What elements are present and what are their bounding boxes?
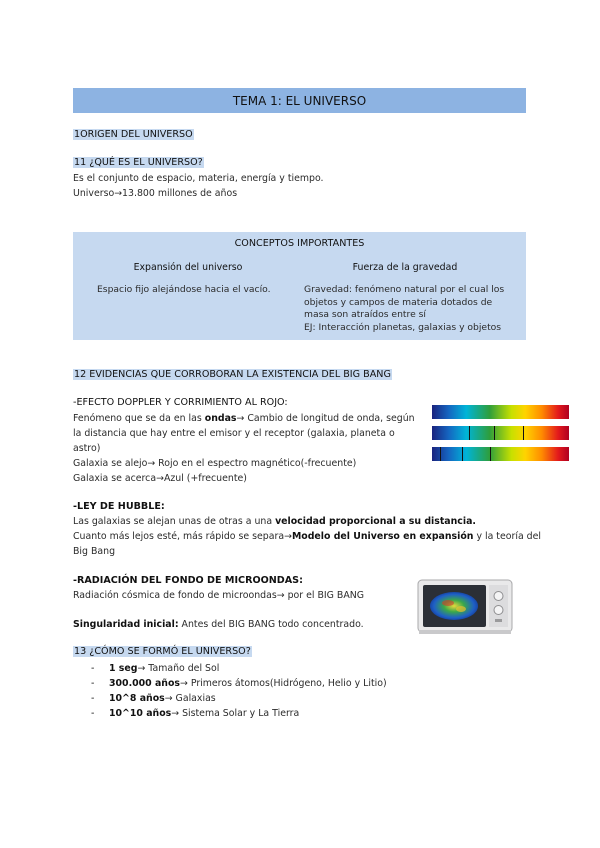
heading-evidencias	[73, 369, 392, 380]
heading-doppler: -EFECTO DOPPLER Y CORRIMIENTO AL ROJO:	[73, 397, 288, 408]
list-item: - 10^10 años→ Sistema Solar y La Tierra	[89, 706, 387, 721]
concepts-col2-line1: Gravedad: fenómeno natural por el cual los	[304, 284, 505, 295]
heading-hubble: -LEY DE HUBBLE:	[73, 501, 165, 512]
concepts-col1-text: Espacio fijo alejándose hacia el vacío.	[97, 284, 271, 295]
concepts-col2-line4: EJ: Interacción planetas, galaxias y objetos	[304, 321, 502, 333]
microwave-image	[417, 578, 513, 636]
section-heading-origen	[73, 129, 194, 140]
list-item: - 300.000 años→ Primeros átomos(Hidrógeno, Helio y Litio)	[89, 676, 387, 691]
concepts-title: CONCEPTOS IMPORTANTES	[234, 238, 365, 249]
heading-microondas: -RADIACIÓN DEL FONDO DE MICROONDAS:	[73, 575, 303, 586]
formation-timeline-list	[89, 661, 387, 721]
heading-evidencias-text: 12 EVIDENCIAS QUE CORROBORAN LA EXISTENCIA DEL BIG BANG	[74, 369, 391, 380]
hubble-line3: Big Bang	[73, 546, 116, 557]
list-item: - 10^8 años→ Galaxias	[89, 691, 387, 706]
page-title	[73, 88, 526, 113]
heading-como-se-formo	[73, 646, 252, 657]
paragraph-definition: Es el conjunto de espacio, materia, energía y tiempo.	[73, 173, 324, 184]
concepts-col1-heading: Expansión del universo	[133, 262, 243, 273]
doppler-line3: astro)	[73, 443, 101, 454]
spectrum-image-1	[432, 405, 569, 419]
spectrum-image-3	[432, 447, 569, 461]
page-title-text: TEMA 1: EL UNIVERSO	[232, 93, 367, 108]
paragraph-age: Universo→13.800 millones de años	[73, 188, 238, 199]
heading-como-se-formo-text: 13 ¿CÓMO SE FORMÓ EL UNIVERSO?	[74, 646, 251, 657]
hubble-line2: Cuanto más lejos esté, más rápido se separa→Modelo del Universo en expansión y la teoría del	[73, 531, 541, 542]
heading-que-es-universo	[73, 157, 204, 168]
hubble-line1: Las galaxias se alejan unas de otras a una velocidad proporcional a su distancia.	[73, 516, 476, 527]
spectrum-image-2	[432, 426, 569, 440]
doppler-line4: Galaxia se alejo→ Rojo en el espectro magnético(-frecuente)	[73, 458, 357, 469]
doppler-line2: la distancia que hay entre el emisor y el receptor (galaxia, planeta o	[73, 428, 395, 439]
doppler-line1: Fenómeno que se da en las ondas→ Cambio de longitud de onda, según	[73, 413, 415, 424]
heading-que-es-universo-text: 11 ¿QUÉ ES EL UNIVERSO?	[74, 157, 203, 168]
concepts-table	[73, 232, 526, 340]
concepts-col2-line2: objetos y campos de materia dotados de	[304, 296, 493, 308]
singularidad-line: Singularidad inicial: Antes del BIG BANG todo concentrado.	[73, 619, 364, 630]
microondas-line1: Radiación cósmica de fondo de microondas→ por el BIG BANG	[73, 590, 365, 601]
doppler-line5: Galaxia se acerca→Azul (+frecuente)	[73, 473, 247, 484]
concepts-col2-heading: Fuerza de la gravedad	[352, 262, 458, 273]
concepts-col2-line3: masa son atraídos entre sí	[304, 309, 426, 320]
list-item: - 1 seg→ Tamaño del Sol	[89, 661, 387, 676]
section-heading-origen-text: 1ORIGEN DEL UNIVERSO	[74, 129, 193, 140]
